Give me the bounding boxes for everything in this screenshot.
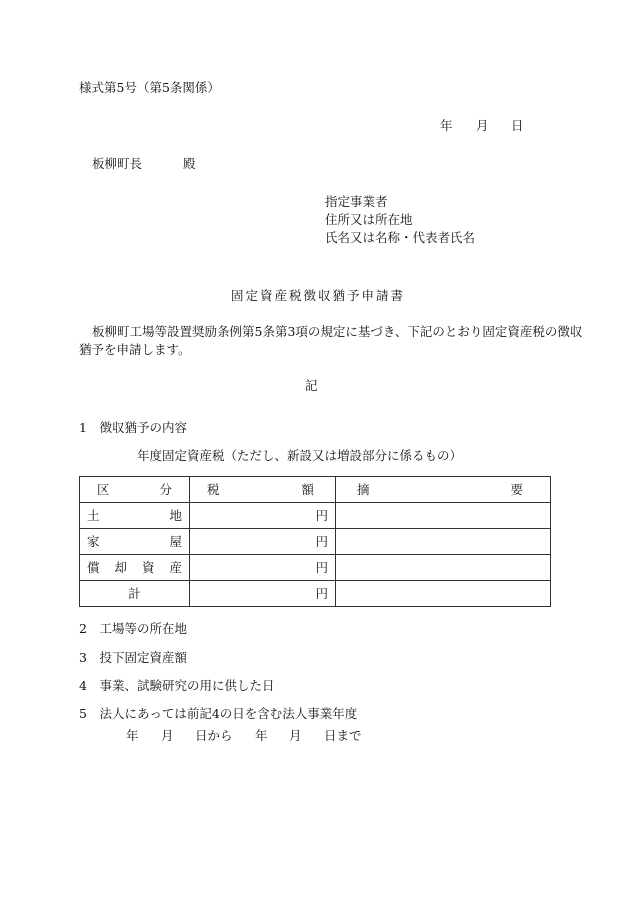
row-label-total bbox=[80, 581, 190, 607]
row-depreciable-char1: 償 bbox=[87, 559, 100, 575]
row-total-remarks[interactable] bbox=[336, 581, 551, 607]
date-month: 月 bbox=[476, 118, 489, 133]
header-category bbox=[80, 477, 190, 503]
header-category-char1: 区 bbox=[97, 481, 110, 497]
row-land-amount[interactable] bbox=[190, 503, 336, 529]
period-from-day: 日から bbox=[195, 728, 233, 743]
row-depreciable-char2: 却 bbox=[114, 559, 127, 575]
row-label-land bbox=[80, 503, 190, 529]
document-title: 固定資産税徴収猶予申請書 bbox=[231, 288, 406, 303]
period-from-year: 年 bbox=[126, 728, 139, 743]
yen-unit: 円 bbox=[315, 533, 328, 549]
row-building-amount[interactable] bbox=[190, 529, 336, 555]
applicant-name-label: 氏名又は名称・代表者氏名 bbox=[325, 230, 476, 245]
header-remarks bbox=[336, 477, 551, 503]
table-row-total bbox=[80, 581, 551, 607]
addressee-honorific: 殿 bbox=[183, 156, 196, 171]
row-total-char1: 計 bbox=[128, 585, 141, 601]
row-land-remarks[interactable] bbox=[336, 503, 551, 529]
row-building-char1: 家 bbox=[87, 533, 100, 549]
yen-unit: 円 bbox=[315, 585, 328, 601]
item-3-invested-assets: 3 投下固定資産額 bbox=[79, 650, 187, 665]
period-from-month: 月 bbox=[161, 728, 174, 743]
form-number: 様式第5号（第5条関係） bbox=[79, 80, 220, 95]
table-row-building bbox=[80, 529, 551, 555]
header-tax bbox=[190, 477, 336, 503]
item-5-fiscal-year: 5 法人にあっては前記4の日を含む法人事業年度 bbox=[79, 706, 358, 721]
header-remarks-char2: 要 bbox=[510, 481, 523, 497]
section1-heading: 1 徴収猶予の内容 bbox=[79, 420, 187, 435]
applicant-address-label: 住所又は所在地 bbox=[325, 212, 413, 227]
row-label-building bbox=[80, 529, 190, 555]
row-depreciable-char3: 資 bbox=[141, 559, 155, 575]
header-tax-char1: 税 bbox=[207, 481, 220, 497]
yen-unit: 円 bbox=[315, 507, 328, 523]
period-to-month: 月 bbox=[289, 728, 302, 743]
yen-unit: 円 bbox=[315, 559, 328, 575]
table-row-depreciable bbox=[80, 555, 551, 581]
row-building-remarks[interactable] bbox=[336, 529, 551, 555]
row-label-depreciable bbox=[80, 555, 190, 581]
row-land-char1: 土 bbox=[87, 507, 100, 523]
item-2-factory-location: 2 工場等の所在地 bbox=[79, 621, 187, 636]
applicant-heading: 指定事業者 bbox=[325, 194, 388, 209]
period-to-year: 年 bbox=[255, 728, 268, 743]
header-category-char2: 分 bbox=[159, 481, 172, 497]
row-depreciable-remarks[interactable] bbox=[336, 555, 551, 581]
row-total-amount[interactable] bbox=[190, 581, 336, 607]
body-text-line2: 猶予を申請します。 bbox=[79, 342, 191, 357]
header-tax-char2: 額 bbox=[301, 481, 314, 497]
row-land-char2: 地 bbox=[169, 507, 182, 523]
row-depreciable-char4: 産 bbox=[169, 559, 182, 575]
table-header-row bbox=[80, 477, 551, 503]
addressee-name: 板柳町長 bbox=[92, 156, 143, 171]
date-year: 年 bbox=[440, 118, 453, 133]
date-day: 日 bbox=[511, 118, 524, 133]
row-depreciable-amount[interactable] bbox=[190, 555, 336, 581]
item-4-service-start-date: 4 事業、試験研究の用に供した日 bbox=[79, 678, 275, 693]
body-text-line1: 板柳町工場等設置奨励条例第5条第3項の規定に基づき、下記のとおり固定資産税の徴収 bbox=[92, 324, 583, 339]
header-remarks-char1: 摘 bbox=[357, 481, 370, 497]
row-building-char2: 屋 bbox=[169, 533, 182, 549]
table-row-land bbox=[80, 503, 551, 529]
section1-subheading: 年度固定資産税（ただし、新設又は増設部分に係るもの） bbox=[137, 448, 463, 463]
ki-label: 記 bbox=[305, 378, 318, 393]
period-to-day: 日まで bbox=[324, 728, 362, 743]
tax-deferral-table bbox=[79, 476, 551, 607]
